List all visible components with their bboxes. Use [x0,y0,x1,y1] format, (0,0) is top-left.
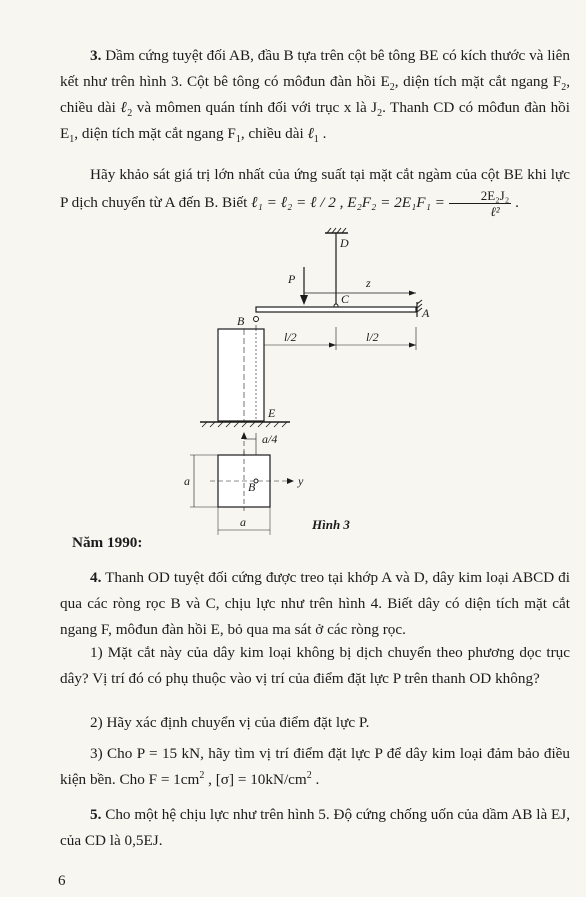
problem-3-task: Hãy khảo sát giá trị lớn nhất của ứng suất tại mặt cắt ngàm của cột BE khi lực P dịch chuyển từ A đến B. Biết ℓ₁ = ℓ₂ = ℓ / 2 , E₂F₂ = 2E₁F₁ = $\frac{\text{2E₂J₂}}{\text{ℓ²}}$ . [60,166,570,219]
label-d: D [340,236,349,250]
beam-ab [256,307,416,312]
label-e: E [268,406,276,420]
problem-4-intro: 4. Thanh OD tuyệt đối cứng được treo tại khớp A và D, dây kim loại ABCD đi qua các ròng rọc B và C, chịu lực như trên hình 4. Biết dây có diện tích mặt cắt ngang F, môđun đàn hồi E, bỏ qua ma sát ở các ròng rọc. [60,569,570,638]
problem-5-number: 5. [90,806,102,823]
label-half-1: l/2 [284,330,297,344]
label-b: B [237,314,245,328]
page-number: 6 [58,873,66,889]
year-heading: Năm 1990: [72,534,143,551]
label-p: P [288,272,296,286]
label-a-bottom: a [240,515,246,529]
problem-4-q3: 3) Cho P = 15 kN, hãy tìm vị trí điểm đặt lực P để dây kim loại đảm bảo điều kiện bền. Cho $F = 1cm^2$ , $[\sigma] = 10kN/cm^2$ . [60,745,570,788]
label-a-side: a [184,474,190,488]
problem-4-q2: 2) Hãy xác định chuyển vị của điểm đặt lực P. [90,714,370,731]
problem-3-statement: 3. Dầm cứng tuyệt đối AB, đầu B tựa trên cột bê tông BE có kích thước và liên kết như trên hình 3. Cột bê tông có môđun đàn hồi $E_2$, diện tích mặt cắt ngang $F_2$, chiều dài ℓ$_2$ và mômen quán tính đối với trục x là $J_2$. Thanh CD có môđun đàn hồi $E_1$, diện tích mặt cắt ngang $F_1$, chiều dài ℓ$_1$ . [60,47,570,146]
problem-5-statement: 5. Cho một hệ chịu lực như trên hình 5. Độ cứng chống uốn của dầm AB là EJ, của CD là 0,5EJ. [60,806,570,849]
problem-4-q1: 1) Mặt cắt này của dây kim loại không bị dịch chuyển theo phương dọc trục dây? Vị trí đó có phụ thuộc vào vị trí của điểm đặt lực P trên thanh OD không? [60,644,570,687]
support-d [325,228,348,233]
column-be [218,329,264,421]
label-a-quarter: a/4 [262,432,278,446]
label-z: z [366,276,371,290]
figure-3 [170,225,470,545]
problem-4-number: 4. [90,569,102,586]
label-half-2: l/2 [366,330,379,344]
figure-caption: Hình 3 [312,517,350,532]
problem-3-number: 3. [90,47,102,64]
label-y: y [298,474,304,488]
label-b-section: B [248,480,256,494]
fraction: $\frac{\text{2E₂J₂}}{\text{ℓ²}}$ [449,188,512,219]
label-a: A [422,306,430,320]
label-c: C [341,292,350,306]
